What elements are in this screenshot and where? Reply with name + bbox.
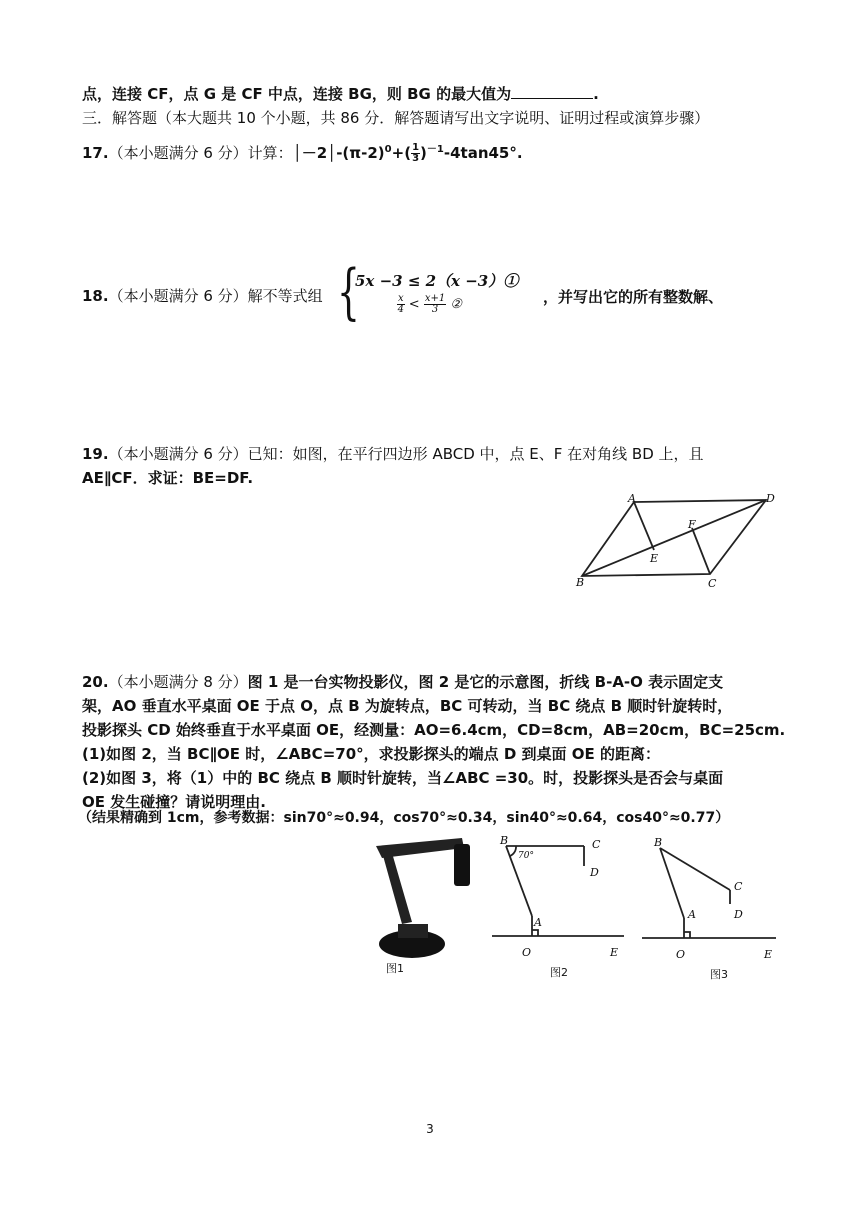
fig2-angle: 70°: [518, 851, 534, 861]
q19-number: 19.: [82, 445, 109, 463]
ineq2-lhs-num: x: [398, 293, 404, 304]
parallelogram-figure: [570, 492, 780, 592]
inequality-1: 5x −3 ≤ 2（x −3）①: [355, 272, 519, 290]
fig3-label-d: D: [734, 908, 743, 921]
q17-exp-neg1: －1: [426, 144, 444, 155]
figure-3-diagram: [640, 832, 790, 982]
projector-arm-lower: [382, 846, 412, 924]
ineq2-rhs-num: x+1: [424, 293, 446, 304]
ineq2-rhs: [424, 294, 446, 315]
q17-frac-den: 3: [412, 153, 420, 164]
q18-lead: 解不等式组: [247, 287, 323, 305]
ineq2-lhs-den: 4: [397, 304, 404, 315]
fig3-label-a: A: [688, 908, 696, 921]
projector-joint: [398, 924, 428, 938]
system-brace: {: [337, 257, 360, 327]
question-18: [82, 286, 323, 306]
q20-note: （结果精确到 1cm，参考数据：sin70°≈0.94，cos70°≈0.34，sin40°≈0.64，cos40°≈0.77）: [78, 810, 730, 826]
fig2-label-d: D: [590, 866, 599, 879]
q20-line1: 图 1 是一台实物投影仪，图 2 是它的示意图，折线 B-A-O 表示固定支: [247, 673, 724, 691]
ineq2-op: <: [408, 297, 420, 312]
q20-number: 20.: [82, 673, 109, 691]
angle-arc: [510, 846, 516, 856]
fig3-caption: 图3: [710, 968, 728, 981]
inequality-system: [337, 257, 537, 328]
label-e: E: [650, 552, 659, 565]
q17-number: 17.: [82, 144, 109, 162]
ineq2-rhs-den: 3: [431, 304, 439, 315]
q17-exp0: 0: [384, 144, 392, 155]
q17-plus: +(: [391, 144, 412, 162]
q17-abs: │－2│: [292, 144, 337, 162]
projector-head: [454, 844, 470, 886]
fig3-label-b: B: [654, 836, 663, 849]
figure-1-projector: [362, 832, 482, 982]
fig2-label-e: E: [610, 946, 619, 959]
fig2-caption: 图2: [550, 966, 568, 979]
page-number: 3: [426, 1122, 434, 1136]
q18-points: （本小题满分 6 分）: [108, 287, 248, 305]
fig2-label-o: O: [522, 946, 532, 959]
fig3-right-angle: [684, 932, 690, 938]
figure-2-diagram: [488, 832, 628, 982]
q17-close: ): [420, 144, 427, 162]
fig3-segment-bc: [660, 848, 730, 890]
q17-tail: -4tan45°.: [443, 144, 523, 162]
label-a: A: [628, 492, 636, 505]
q20-sub1: (1)如图 2，当 BC∥OE 时，∠ABC=70°，求投影探头的端点 D 到桌面 OE 的距离：: [82, 745, 660, 763]
question-17: [82, 140, 523, 164]
q20-sub2-line1: (2)如图 3，将（1）中的 BC 绕点 B 顺时针旋转，当∠ABC =30。时，投影探头是否会与桌面: [82, 769, 724, 787]
inequality-2: [397, 294, 462, 315]
fig2-label-a: A: [534, 916, 542, 929]
q20-line2: 架，AO 垂直水平桌面 OE 于点 O，点 B 为旋转点，BC 可转动，当 BC 绕点 B 顺时针旋转时，: [82, 697, 733, 715]
q18-tail: ，并写出它的所有整数解、: [543, 288, 724, 306]
q17-frac-num: 1: [412, 142, 420, 153]
q17-points: （本小题满分 6 分）: [108, 144, 248, 162]
label-f: F: [688, 518, 696, 531]
answer-blank: [511, 84, 593, 99]
segment-ae: [634, 502, 654, 550]
q17-lead: 计算：: [247, 144, 293, 162]
segment-cf: [692, 528, 710, 574]
q17-part2: -(π-2): [336, 144, 385, 162]
fig2-label-c: C: [592, 838, 601, 851]
q16-tail: [82, 84, 599, 104]
fig3-label-c: C: [734, 880, 743, 893]
label-c: C: [708, 577, 717, 590]
q16-tail-text: 点，连接 CF，点 G 是 CF 中点，连接 BG，则 BG 的最大值为: [82, 85, 512, 103]
q19-line2: AE∥CF．求证：BE=DF.: [82, 469, 254, 487]
q16-tail-end: .: [593, 85, 599, 103]
label-b: B: [576, 576, 585, 589]
fig2-label-b: B: [500, 834, 509, 847]
projector-arm-upper: [376, 838, 464, 858]
q19-line1: 已知：如图，在平行四边形 ABCD 中，点 E、F 在对角线 BD 上，且: [247, 445, 704, 463]
fig3-segment-ab: [660, 848, 684, 918]
question-19-line1: [82, 444, 704, 464]
q19-points: （本小题满分 6 分）: [108, 445, 248, 463]
fig1-caption: 图1: [386, 962, 404, 975]
ineq2-lhs: [397, 294, 405, 315]
fig3-label-o: O: [676, 948, 686, 961]
q20-points: （本小题满分 8 分）: [108, 673, 248, 691]
question-20-line1: [82, 672, 723, 692]
fig3-label-e: E: [764, 948, 773, 961]
ineq2-mark: ②: [450, 297, 463, 312]
section-3-header: 三．解答题（本大题共 10 个小题，共 86 分．解答题请写出文字说明、证明过程或演算步骤）: [82, 109, 710, 127]
q17-fraction: [411, 143, 420, 164]
q20-sub2-line2: OE 发生碰撞？请说明理由.: [82, 793, 266, 811]
q20-line3: 投影探头 CD 始终垂直于水平桌面 OE，经测量：AO=6.4cm，CD=8cm，AB=20cm，BC=25cm.: [82, 721, 786, 739]
right-angle-mark: [532, 930, 538, 936]
label-d: D: [766, 492, 775, 505]
q18-number: 18.: [82, 287, 109, 305]
